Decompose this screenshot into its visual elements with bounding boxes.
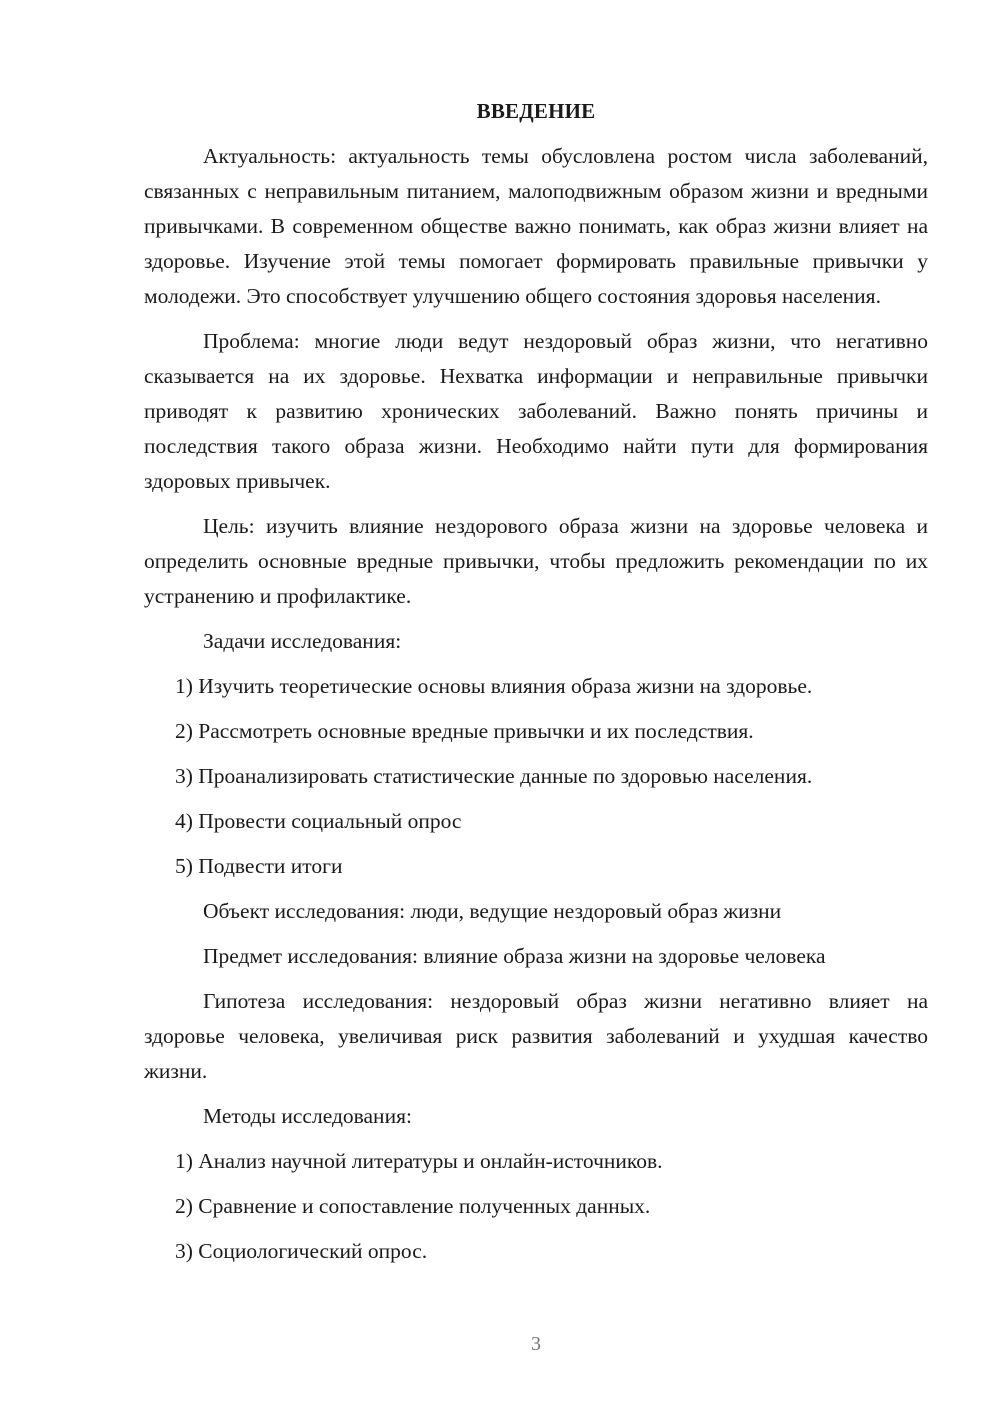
- task-item-3: 3) Проанализировать статистические данные по здоровью населения.: [175, 764, 813, 788]
- section-title: ВВЕДЕНИЕ: [476, 99, 596, 123]
- page-number: 3: [531, 1333, 541, 1355]
- tasks-heading: Задачи исследования:: [203, 629, 402, 653]
- object-paragraph: Объект исследования: люди, ведущие нездоровый образ жизни: [203, 899, 782, 923]
- task-item-1: 1) Изучить теоретические основы влияния образа жизни на здоровье.: [175, 674, 813, 698]
- relevance-paragraph: Актуальность: актуальность темы обусловлена ростом числа заболеваний, связанных с неправильным питанием, малоподвижным образом жизни и вредными привычками. В современном обществе важно понимать, как образ жизни влияет на здоровье. Изучение этой темы помогает формировать правильные привычки у молодежи. Это способствует улучшению общего состояния здоровья населения.: [144, 144, 928, 308]
- method-item-3: 3) Социологический опрос.: [175, 1239, 428, 1263]
- task-item-5: 5) Подвести итоги: [175, 854, 343, 878]
- methods-heading: Методы исследования:: [203, 1104, 412, 1128]
- task-item-2: 2) Рассмотреть основные вредные привычки и их последствия.: [175, 719, 754, 743]
- page-content: [144, 94, 928, 1279]
- method-item-2: 2) Сравнение и сопоставление полученных данных.: [175, 1194, 651, 1218]
- hypothesis-paragraph: Гипотеза исследования: нездоровый образ жизни негативно влияет на здоровье человека, увеличивая риск развития заболеваний и ухудшая качество жизни.: [144, 989, 928, 1083]
- subject-paragraph: Предмет исследования: влияние образа жизни на здоровье человека: [203, 944, 826, 968]
- method-item-1: 1) Анализ научной литературы и онлайн-источников.: [175, 1149, 663, 1173]
- goal-paragraph: Цель: изучить влияние нездорового образа жизни на здоровье человека и определить основные вредные привычки, чтобы предложить рекомендации по их устранению и профилактике.: [144, 514, 928, 608]
- task-item-4: 4) Провести социальный опрос: [175, 809, 462, 833]
- problem-paragraph: Проблема: многие люди ведут нездоровый образ жизни, что негативно сказывается на их здоровье. Нехватка информации и неправильные привычки приводят к развитию хронических заболеваний. Важно понять причины и последствия такого образа жизни. Необходимо найти пути для формирования здоровых привычек.: [144, 329, 928, 493]
